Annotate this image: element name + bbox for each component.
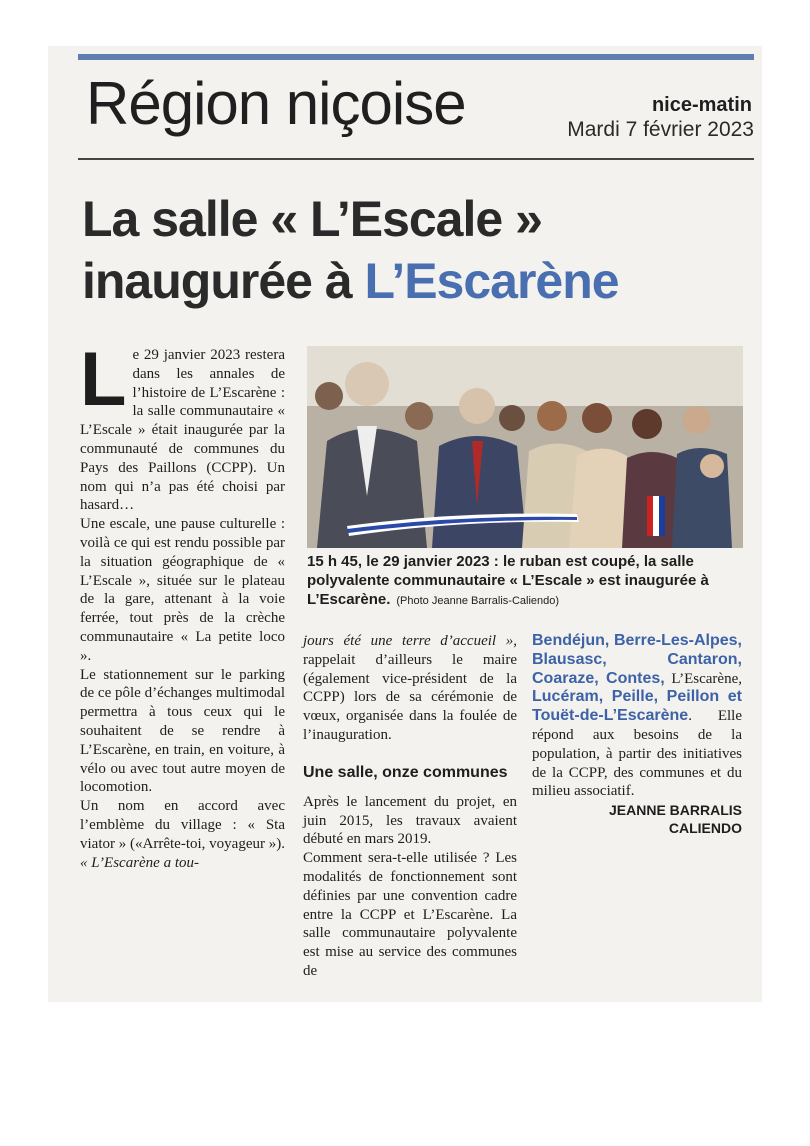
paragraph-6-middle: L’Escarène, xyxy=(664,670,742,687)
paragraph-6-text: Comment sera-t-elle utilisée ? Les modalités de fonctionnement sont définies par une convention cadre entre la CCPP et L’Escarène. La salle communautaire polyvalente est mise au service des communes de xyxy=(303,850,517,979)
paragraph-4-start xyxy=(80,797,285,872)
photo-credit: (Photo Jeanne Barralis-Caliendo) xyxy=(396,595,560,607)
headline-line-1: La salle « L’Escale » xyxy=(82,191,542,247)
byline-line-1: JEANNE BARRALIS xyxy=(608,802,742,819)
subheading: Une salle, onze communes xyxy=(303,763,508,781)
paragraph-5: Après le lancement du projet, en juin 2015, les travaux avaient débuté en mars 2019. xyxy=(303,793,517,848)
byline-line-2: CALIENDO xyxy=(668,820,742,837)
publication-date: Mardi 7 février 2023 xyxy=(567,118,754,141)
section-title: Région niçoise xyxy=(86,70,466,137)
article-column-3 xyxy=(532,632,742,837)
byline xyxy=(532,801,742,837)
ribbon-cutting-image xyxy=(307,346,743,548)
paragraph-3: Le stationnement sur le parking de ce pôle d’échanges multimodal permettra à tous ceux qui le souhaitent de se rendre à L’Escarène, en train, en voiture, à vélo ou avec tout autre moyen de locomotion. xyxy=(80,666,285,796)
paragraph-1 xyxy=(80,337,285,515)
top-rule xyxy=(78,54,754,60)
paragraph-4-end: , rappelait d’ailleurs le maire (également vice-président de la CCPP) lors de sa cérémonie de vœux, organisée dans la foulée de l’inauguration. xyxy=(303,633,517,743)
paragraph-6-end: . Elle répond aux besoins de la population, à partir des initiatives de la CCPP, des communes et du milieu associatif. xyxy=(532,708,742,800)
communes-list-1: Bendéjun, Berre-Les-Alpes, Blausasc, Cantaron, Coaraze, Contes, xyxy=(532,632,742,687)
article-column-1 xyxy=(80,337,285,872)
headline-line-2 xyxy=(82,250,742,312)
newspaper-clipping xyxy=(48,46,762,1002)
caption-text: 15 h 45, le 29 janvier 2023 : le ruban est coupé, la salle polyvalente communautaire « L’Escale » est inaugurée à L’Escarène. xyxy=(307,553,709,608)
quote-end: jours été une terre d’accueil » xyxy=(303,633,514,649)
article-column-2 xyxy=(303,632,517,981)
paragraph-4-text: Un nom en accord avec l’emblème du village : « Sta viator » («Arrête-toi, voyageur »). xyxy=(80,798,285,852)
headline-line-2-start: inaugurée à xyxy=(82,253,365,309)
quote-start: « L’Escarène a tou- xyxy=(80,854,200,871)
ceremony-photo xyxy=(307,346,743,548)
newspaper-name: nice-matin xyxy=(651,94,752,116)
headline-place: L’Escarène xyxy=(364,253,619,309)
communes-list-2: Lucéram, Peille, Peillon et Touët-de-L’Escarène xyxy=(532,688,742,725)
paragraph-6-start xyxy=(303,849,517,981)
drop-cap: L xyxy=(80,337,127,422)
paragraph-1-text: e 29 janvier 2023 restera dans les annales de l’histoire de L’Escarène : la salle communautaire « L’Escale » était inaugurée par la communauté de communes du Pays des Paillons (CCPP). Un nom qui n’a pas été choisi par hasard… xyxy=(80,347,285,514)
photo-caption xyxy=(307,552,743,611)
header-rule xyxy=(78,158,754,160)
paragraph-2: Une escale, une pause culturelle : voilà ce qui est rendu possible par la situation géographique de « L’Escale », située sur le plateau de la gare, attenant à la voie ferrée, tout près de la crèche communautaire « La petite loco ». xyxy=(80,516,285,664)
article-headline xyxy=(82,188,742,312)
paragraph-6-continued xyxy=(532,632,742,801)
paragraph-4-continued xyxy=(303,632,517,745)
